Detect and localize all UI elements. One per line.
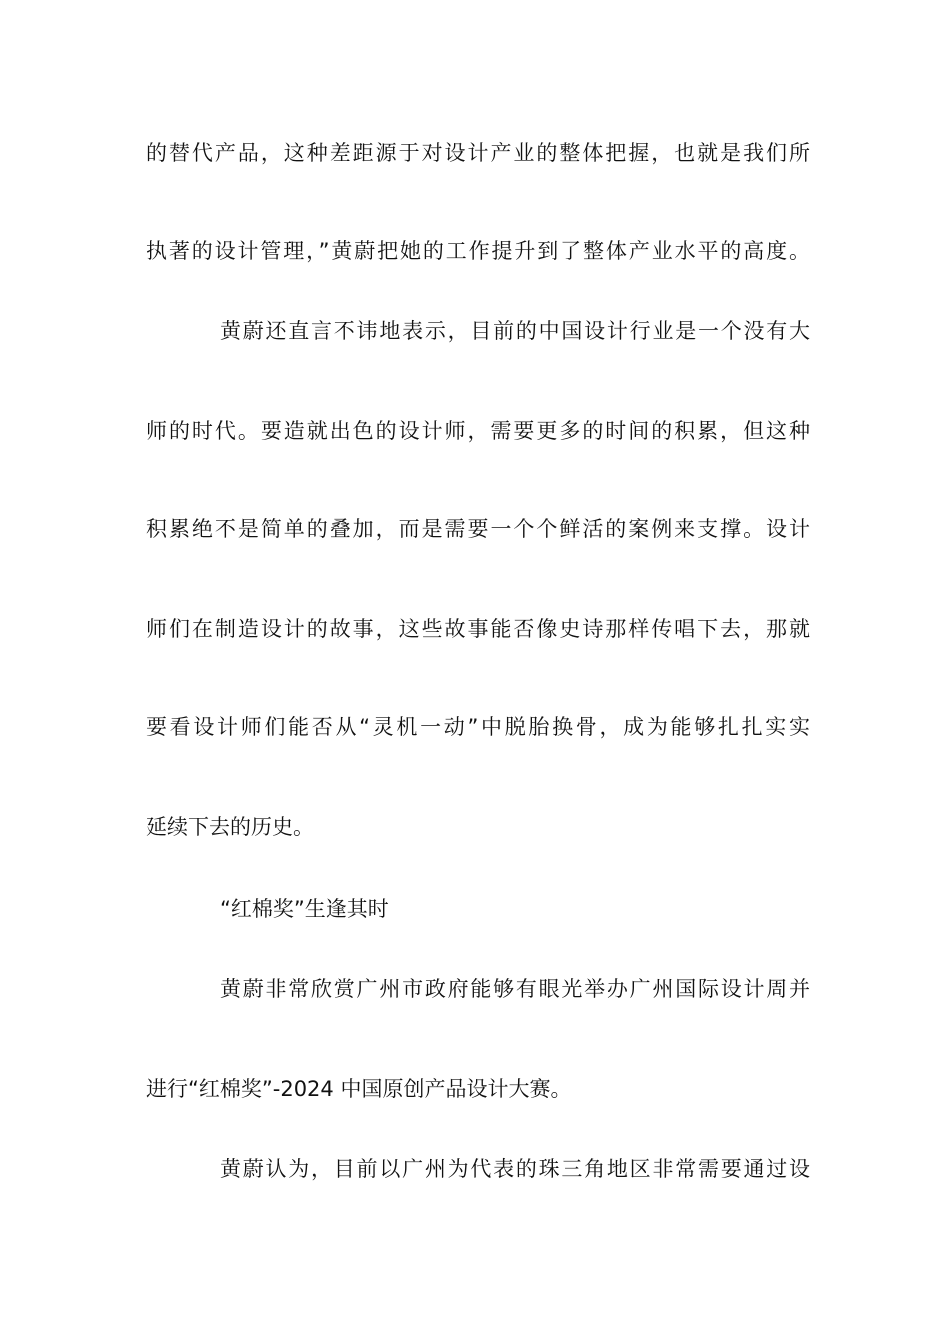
paragraph-line-10: 进行“红棉奖”-2024 中国原创产品设计大赛。	[146, 1077, 572, 1101]
paragraph-line-5: 积累绝不是简单的叠加，而是需要一个个鲜活的案例来支撑。设计	[146, 517, 810, 541]
paragraph-line-1: 的替代产品，这种差距源于对设计产业的整体把握，也就是我们所	[146, 141, 810, 165]
paragraph-line-8: 延续下去的历史。	[146, 815, 314, 839]
section-heading: “红棉奖”生逢其时	[220, 897, 389, 921]
paragraph-line-4: 师的时代。要造就出色的设计师，需要更多的时间的积累，但这种	[146, 419, 810, 443]
paragraph-line-2: 执著的设计管理，”黄蔚把她的工作提升到了整体产业水平的高度。	[146, 239, 810, 263]
paragraph-line-3: 黄蔚还直言不讳地表示，目前的中国设计行业是一个没有大	[220, 319, 810, 343]
paragraph-line-6: 师们在制造设计的故事，这些故事能否像史诗那样传唱下去，那就	[146, 617, 810, 641]
paragraph-line-7: 要看设计师们能否从“灵机一动”中脱胎换骨，成为能够扎扎实实	[146, 715, 810, 739]
paragraph-line-11: 黄蔚认为，目前以广州为代表的珠三角地区非常需要通过设	[220, 1157, 810, 1181]
paragraph-line-9: 黄蔚非常欣赏广州市政府能够有眼光举办广州国际设计周并	[220, 977, 810, 1001]
